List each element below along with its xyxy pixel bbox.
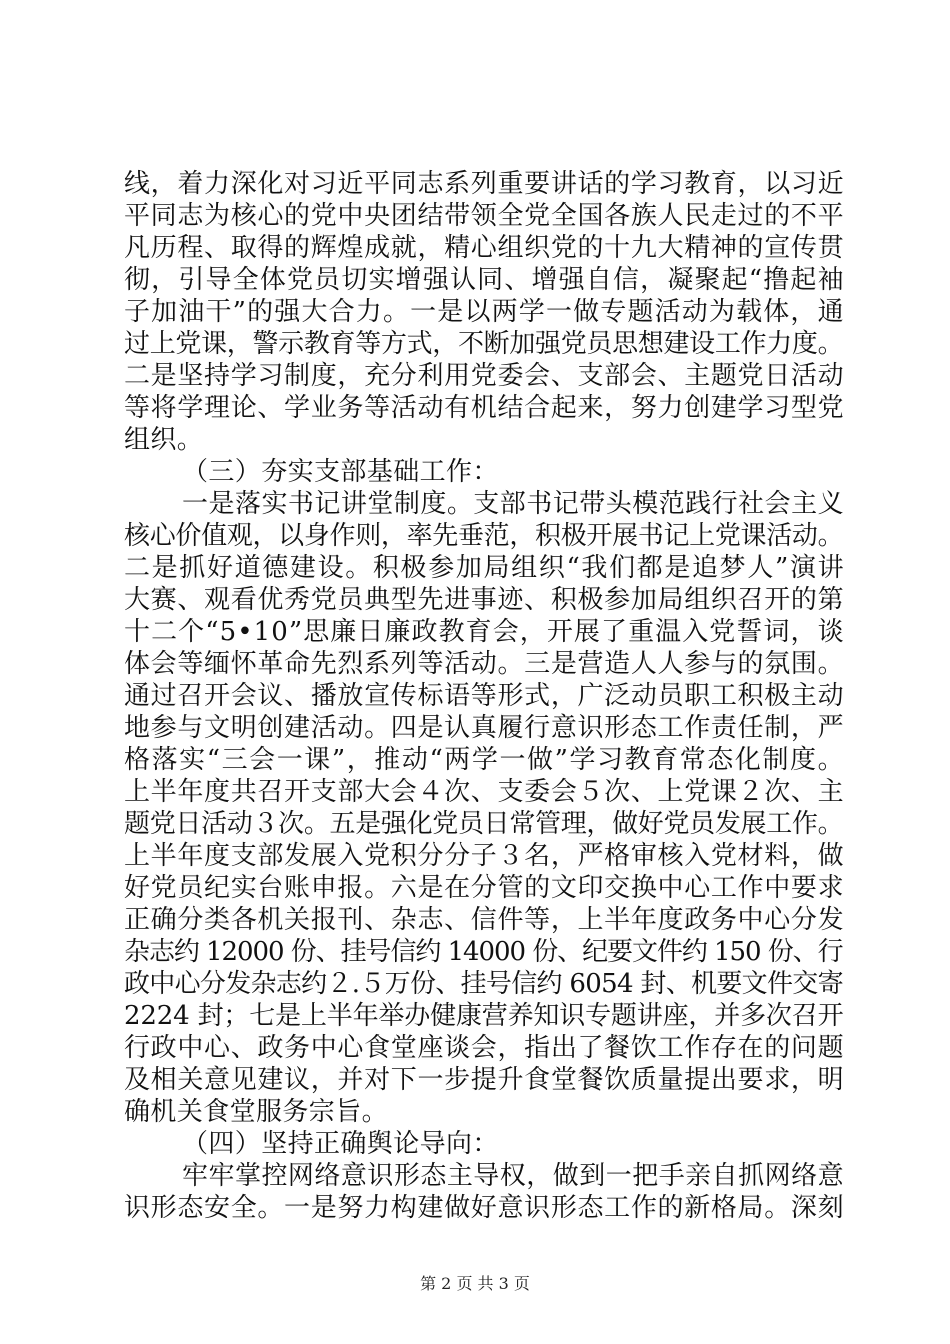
text-line: 组织。	[124, 425, 204, 455]
text-line: 大赛、观看优秀党员典型先进事迹、积极参加局组织召开的第	[124, 585, 845, 615]
text-line: 政中心分发杂志约２.５万份、挂号信约 6054 封、机要文件交寄	[124, 969, 843, 999]
text-line: 上半年度共召开支部大会４次、支委会５次、上党课２次、主	[124, 777, 845, 807]
text-line: 体会等缅怀革命先烈系列等活动。三是营造人人参与的氛围。	[124, 649, 845, 679]
page-footer: 第 2 页 共 3 页	[420, 1274, 530, 1293]
text-line: 正确分类各机关报刊、杂志、信件等，上半年度政务中心分发	[124, 905, 845, 935]
text-line: 确机关食堂服务宗旨。	[124, 1097, 389, 1127]
text-line: 牢牢掌控网络意识形态主导权，做到一把手亲自抓网络意	[182, 1161, 845, 1191]
text-line: 行政中心、政务中心食堂座谈会，指出了餐饮工作存在的问题	[124, 1033, 845, 1063]
text-line: 地参与文明创建活动。四是认真履行意识形态工作责任制，严	[124, 713, 845, 743]
text-line: 好党员纪实台账申报。六是在分管的文印交换中心工作中要求	[124, 873, 845, 903]
text-line: 二是坚持学习制度，充分利用党委会、支部会、主题党日活动	[124, 361, 845, 391]
text-line: 2224 封；七是上半年举办健康营养知识专题讲座，并多次召开	[124, 1001, 844, 1031]
text-line: 杂志约 12000 份、挂号信约 14000 份、纪要文件约 150 份、行	[124, 937, 843, 967]
text-line: 题党日活动３次。五是强化党员日常管理，做好党员发展工作。	[124, 809, 844, 839]
text-line: 上半年度支部发展入党积分分子３名，严格审核入党材料，做	[124, 841, 845, 871]
text-line: 一是落实书记讲堂制度。支部书记带头模范践行社会主义	[182, 489, 845, 519]
text-line: （四）坚持正确舆论导向：	[182, 1129, 499, 1159]
text-line: 十二个“5•10”思廉日廉政教育会，开展了重温入党誓词，谈	[124, 617, 845, 647]
text-line: 核心价值观，以身作则，率先垂范，积极开展书记上党课活动。	[124, 521, 844, 551]
text-line: 二是抓好道德建设。积极参加局组织“我们都是追梦人”演讲	[124, 553, 846, 583]
text-line: 凡历程、取得的辉煌成就，精心组织党的十九大精神的宣传贯	[124, 233, 845, 263]
text-line: 子加油干”的强大合力。一是以两学一做专题活动为载体，通	[124, 297, 845, 327]
text-line: 线，着力深化对习近平同志系列重要讲话的学习教育，以习近	[124, 169, 845, 199]
text-line: 等将学理论、学业务等活动有机结合起来，努力创建学习型党	[124, 393, 845, 423]
text-line: 过上党课，警示教育等方式，不断加强党员思想建设工作力度。	[124, 329, 844, 359]
text-line: 及相关意见建议，并对下一步提升食堂餐饮质量提出要求，明	[124, 1065, 845, 1095]
text-line: 格落实“三会一课”，推动“两学一做”学习教育常态化制度。	[124, 745, 846, 775]
text-line: 通过召开会议、播放宣传标语等形式，广泛动员职工积极主动	[124, 681, 845, 711]
text-line: 彻，引导全体党员切实增强认同、增强自信，凝聚起“撸起袖	[124, 265, 845, 295]
text-line: 识形态安全。一是努力构建做好意识形态工作的新格局。深刻	[124, 1193, 845, 1223]
text-line: （三）夯实支部基础工作：	[182, 457, 499, 487]
text-line: 平同志为核心的党中央团结带领全党全国各族人民走过的不平	[124, 201, 845, 231]
document-body	[124, 168, 844, 1224]
